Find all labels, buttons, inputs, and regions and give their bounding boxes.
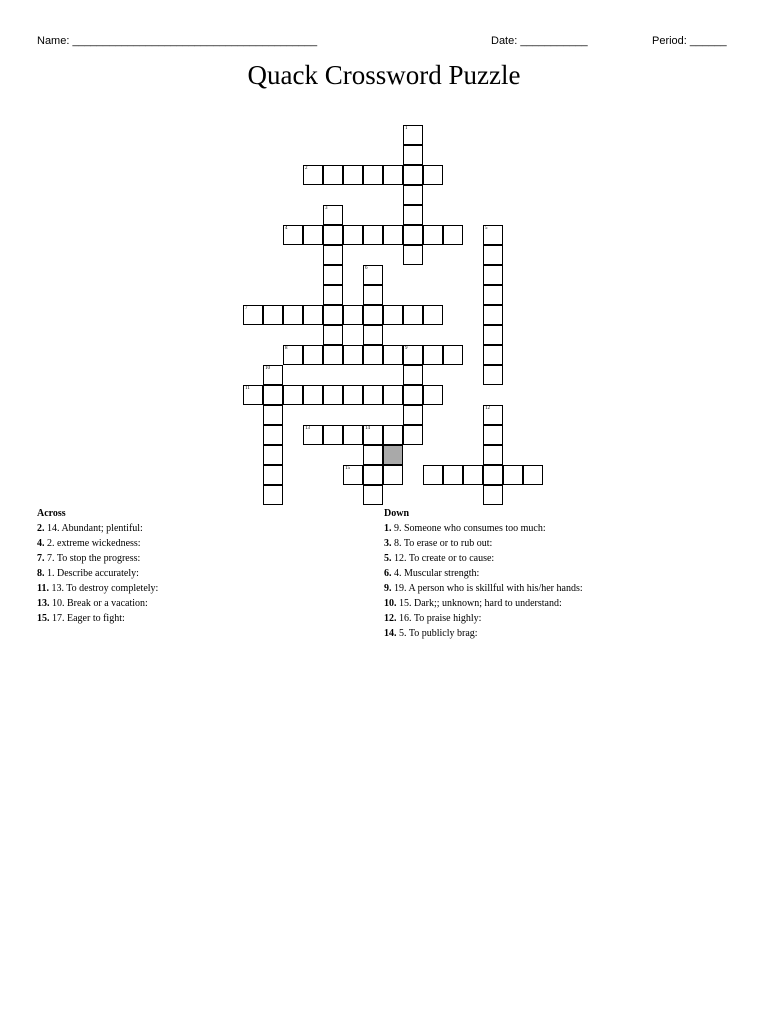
clue-label: 5.: [384, 553, 392, 564]
clue-label: 8.: [37, 568, 45, 579]
grid-cell[interactable]: [443, 345, 463, 365]
clue-text: 2. extreme wickedness:: [44, 538, 141, 549]
clue-text: 16. To praise highly:: [396, 613, 482, 624]
grid-cell[interactable]: [323, 345, 343, 365]
clue-number: 4: [285, 226, 288, 231]
clue-number: 7: [245, 306, 248, 311]
grid-cell[interactable]: [263, 445, 283, 465]
grid-cell[interactable]: [443, 465, 463, 485]
clue-number: 11: [245, 386, 250, 391]
clue-text: 17. Eager to fight:: [49, 613, 125, 624]
grid-cell[interactable]: [403, 145, 423, 165]
clue-label: 10.: [384, 598, 397, 609]
grid-cell[interactable]: [403, 365, 423, 385]
grid-cell[interactable]: [323, 225, 343, 245]
grid-cell[interactable]: [403, 425, 423, 445]
down-heading: Down: [384, 508, 410, 519]
grid-cell[interactable]: [323, 385, 343, 405]
across-clue: [37, 596, 367, 611]
grid-cell[interactable]: [363, 225, 383, 245]
date-field: Date: ___________: [491, 35, 588, 47]
grid-cell[interactable]: [323, 425, 343, 445]
down-clue: [384, 536, 744, 551]
clue-text: 4. Muscular strength:: [391, 568, 480, 579]
grid-cell[interactable]: [343, 385, 363, 405]
grid-cell[interactable]: [483, 285, 503, 305]
grid-cell[interactable]: [343, 465, 363, 485]
grid-cell[interactable]: [323, 305, 343, 325]
clue-number: 14: [365, 426, 370, 431]
down-clues: [384, 506, 744, 641]
clue-label: 3.: [384, 538, 392, 549]
across-clue: [37, 566, 367, 581]
grid-cell[interactable]: [323, 205, 343, 225]
grid-cell[interactable]: [483, 325, 503, 345]
shaded-cell[interactable]: [383, 445, 403, 465]
grid-cell[interactable]: [363, 305, 383, 325]
grid-cell[interactable]: [383, 305, 403, 325]
down-clue: [384, 521, 744, 536]
across-clue: [37, 611, 367, 626]
clue-number: 3: [325, 206, 328, 211]
grid-cell[interactable]: [303, 165, 323, 185]
grid-cell[interactable]: [323, 325, 343, 345]
grid-cell[interactable]: [363, 485, 383, 505]
grid-cell[interactable]: [383, 425, 403, 445]
grid-cell[interactable]: [383, 345, 403, 365]
across-clue: [37, 536, 367, 551]
grid-cell[interactable]: [363, 325, 383, 345]
grid-cell[interactable]: [243, 305, 263, 325]
name-field: Name: ________________________________________: [37, 35, 318, 47]
grid-cell[interactable]: [483, 345, 503, 365]
grid-cell[interactable]: [363, 345, 383, 365]
clue-number: 12: [485, 406, 490, 411]
clue-number: 6: [365, 266, 368, 271]
grid-cell[interactable]: [263, 385, 283, 405]
grid-cell[interactable]: [323, 245, 343, 265]
grid-cell[interactable]: [423, 385, 443, 405]
grid-cell[interactable]: [323, 265, 343, 285]
grid-cell[interactable]: [363, 165, 383, 185]
clue-label: 2.: [37, 523, 45, 534]
clue-number: 10: [265, 366, 270, 371]
clue-label: 6.: [384, 568, 392, 579]
across-clue: [37, 521, 367, 536]
grid-cell[interactable]: [363, 445, 383, 465]
grid-cell[interactable]: [383, 165, 403, 185]
across-heading: Across: [37, 508, 66, 519]
grid-cell[interactable]: [483, 305, 503, 325]
grid-cell[interactable]: [403, 385, 423, 405]
grid-cell[interactable]: [343, 225, 363, 245]
across-clue: [37, 581, 367, 596]
clue-number: 1: [405, 126, 408, 131]
grid-cell[interactable]: [483, 265, 503, 285]
grid-cell[interactable]: [323, 285, 343, 305]
grid-cell[interactable]: [483, 445, 503, 465]
grid-cell[interactable]: [303, 425, 323, 445]
grid-cell[interactable]: [263, 465, 283, 485]
grid-cell[interactable]: [283, 385, 303, 405]
grid-cell[interactable]: [423, 465, 443, 485]
grid-cell[interactable]: [403, 225, 423, 245]
clue-number: 8: [285, 346, 288, 351]
grid-cell[interactable]: [263, 365, 283, 385]
grid-cell[interactable]: [503, 465, 523, 485]
grid-cell[interactable]: [363, 265, 383, 285]
period-field: Period: ______: [652, 35, 727, 47]
clue-text: 10. Break or a vacation:: [49, 598, 148, 609]
clue-text: 15. Dark;; unknown; hard to understand:: [396, 598, 562, 609]
grid-cell[interactable]: [423, 165, 443, 185]
across-clue-list: [37, 521, 367, 626]
clue-number: 9: [405, 346, 408, 351]
clue-label: 7.: [37, 553, 45, 564]
grid-cell[interactable]: [303, 305, 323, 325]
grid-cell[interactable]: [383, 385, 403, 405]
grid-cell[interactable]: [403, 305, 423, 325]
grid-cell[interactable]: [483, 425, 503, 445]
down-clue: [384, 551, 744, 566]
down-clue: [384, 566, 744, 581]
grid-cell[interactable]: [443, 225, 463, 245]
grid-cell[interactable]: [483, 245, 503, 265]
clue-label: 1.: [384, 523, 392, 534]
down-clue: [384, 581, 744, 596]
grid-cell[interactable]: [303, 225, 323, 245]
clue-label: 9.: [384, 583, 392, 594]
grid-cell[interactable]: [403, 165, 423, 185]
clue-text: 12. To create or to cause:: [391, 553, 495, 564]
grid-cell[interactable]: [523, 465, 543, 485]
grid-cell[interactable]: [383, 225, 403, 245]
grid-cell[interactable]: [263, 485, 283, 505]
clue-text: 5. To publicly brag:: [396, 628, 478, 639]
down-clue: [384, 611, 744, 626]
grid-cell[interactable]: [283, 345, 303, 365]
grid-cell[interactable]: [343, 425, 363, 445]
down-clue: [384, 596, 744, 611]
clue-number: 5: [485, 226, 488, 231]
crossword-grid: [0, 0, 768, 510]
grid-cell[interactable]: [403, 405, 423, 425]
grid-cell[interactable]: [423, 225, 443, 245]
grid-cell[interactable]: [363, 465, 383, 485]
clue-text: 13. To destroy completely:: [48, 583, 159, 594]
grid-cell[interactable]: [303, 385, 323, 405]
grid-cell[interactable]: [283, 225, 303, 245]
grid-cell[interactable]: [483, 405, 503, 425]
grid-cell[interactable]: [483, 465, 503, 485]
grid-cell[interactable]: [403, 205, 423, 225]
grid-cell[interactable]: [343, 165, 363, 185]
clue-number: 13: [305, 426, 310, 431]
grid-cell[interactable]: [483, 485, 503, 505]
clue-text: 14. Abundant; plentiful:: [44, 523, 143, 534]
grid-cell[interactable]: [343, 305, 363, 325]
clue-text: 8. To erase or to rub out:: [391, 538, 493, 549]
grid-cell[interactable]: [343, 345, 363, 365]
grid-cell[interactable]: [363, 385, 383, 405]
clue-label: 13.: [37, 598, 50, 609]
grid-cell[interactable]: [363, 285, 383, 305]
across-clue: [37, 551, 367, 566]
grid-cell[interactable]: [403, 185, 423, 205]
grid-cell[interactable]: [403, 125, 423, 145]
clue-text: 9. Someone who consumes too much:: [391, 523, 546, 534]
grid-cell[interactable]: [483, 225, 503, 245]
across-clues: [37, 506, 367, 626]
clue-label: 14.: [384, 628, 397, 639]
grid-cell[interactable]: [403, 245, 423, 265]
clue-label: 12.: [384, 613, 397, 624]
grid-cell[interactable]: [363, 425, 383, 445]
grid-cell[interactable]: [403, 345, 423, 365]
grid-cell[interactable]: [483, 365, 503, 385]
clue-text: 1. Describe accurately:: [44, 568, 139, 579]
clue-label: 15.: [37, 613, 50, 624]
grid-cell[interactable]: [423, 345, 443, 365]
down-clue: [384, 626, 744, 641]
clue-label: 4.: [37, 538, 45, 549]
clue-number: 2: [305, 166, 308, 171]
grid-cell[interactable]: [263, 425, 283, 445]
page-title: Quack Crossword Puzzle: [247, 60, 521, 90]
grid-cell[interactable]: [383, 465, 403, 485]
grid-cell[interactable]: [283, 305, 303, 325]
grid-cell[interactable]: [243, 385, 263, 405]
clue-text: 19. A person who is skillful with his/her hands:: [391, 583, 583, 594]
grid-cell[interactable]: [423, 305, 443, 325]
down-clue-list: [384, 521, 744, 641]
grid-cell[interactable]: [323, 165, 343, 185]
grid-cell[interactable]: [263, 405, 283, 425]
grid-cell[interactable]: [263, 305, 283, 325]
grid-cell[interactable]: [303, 345, 323, 365]
clue-text: 7. To stop the progress:: [44, 553, 141, 564]
clue-number: 15: [345, 466, 350, 471]
grid-cell[interactable]: [463, 465, 483, 485]
clue-label: 11.: [37, 583, 49, 594]
